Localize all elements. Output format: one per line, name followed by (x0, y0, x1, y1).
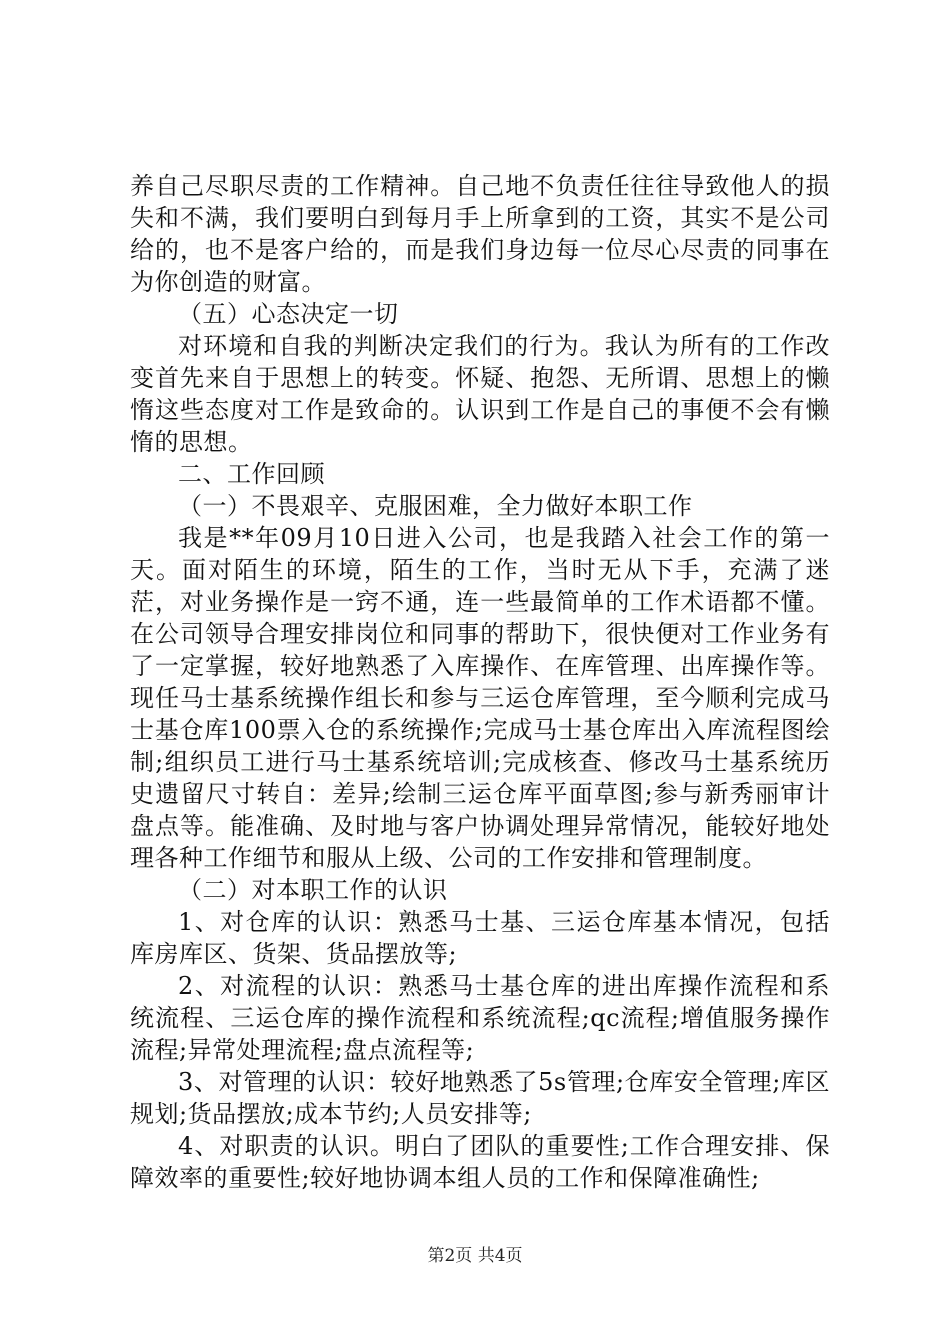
heading-mindset: （五）心态决定一切 (178, 300, 399, 328)
paragraph-continuation: 养自己尽职尽责的工作精神。自己地不负责任往往导致他人的损失和不满，我们要明白到每月手上所拿到的工资，其实不是公司给的，也不是客户给的，而是我们身边每一位尽心尽责的同事在为你创造的财富。 (130, 172, 830, 296)
list-item-process: 2、对流程的认识：熟悉马士基仓库的进出库操作流程和系统流程、三运仓库的操作流程和系统流程;qc流程;增值服务操作流程;异常处理流程;盘点流程等; (130, 972, 830, 1064)
heading-hardship: （一）不畏艰辛、克服困难，全力做好本职工作 (178, 492, 693, 520)
document-body (130, 170, 830, 1194)
page-number-label: 第2页 共4页 (427, 1246, 523, 1266)
list-item-management: 3、对管理的认识：较好地熟悉了5s管理;仓库安全管理;库区规划;货品摆放;成本节约;人员安排等; (130, 1068, 830, 1128)
heading-work-review: 二、工作回顾 (178, 460, 325, 488)
paragraph-mindset: 对环境和自我的判断决定我们的行为。我认为所有的工作改变首先来自于思想上的转变。怀疑、抱怨、无所谓、思想上的懒惰这些态度对工作是致命的。认识到工作是自己的事便不会有懒惰的思想。 (130, 332, 830, 456)
heading-understanding: （二）对本职工作的认识 (178, 876, 448, 904)
list-item-duty: 4、对职责的认识。明白了团队的重要性;工作合理安排、保障效率的重要性;较好地协调本组人员的工作和保障准确性; (130, 1132, 830, 1192)
list-item-warehouse: 1、对仓库的认识：熟悉马士基、三运仓库基本情况，包括库房库区、货架、货品摆放等; (130, 908, 830, 968)
page-footer (0, 1244, 950, 1268)
paragraph-hardship: 我是**年09月10日进入公司，也是我踏入社会工作的第一天。面对陌生的环境，陌生的工作，当时无从下手，充满了迷茫，对业务操作是一窍不通，连一些最简单的工作术语都不懂。在公司领导合理安排岗位和同事的帮助下，很快便对工作业务有了一定掌握，较好地熟悉了入库操作、在库管理、出库操作等。现任马士基系统操作组长和参与三运仓库管理，至今顺利完成马士基仓库100票入仓的系统操作;完成马士基仓库出入库流程图绘制;组织员工进行马士基系统培训;完成核查、修改马士基系统历史遗留尺寸转自：差异;绘制三运仓库平面草图;参与新秀丽审计盘点等。能准确、及时地与客户协调处理异常情况，能较好地处理各种工作细节和服从上级、公司的工作安排和管理制度。 (130, 524, 830, 872)
